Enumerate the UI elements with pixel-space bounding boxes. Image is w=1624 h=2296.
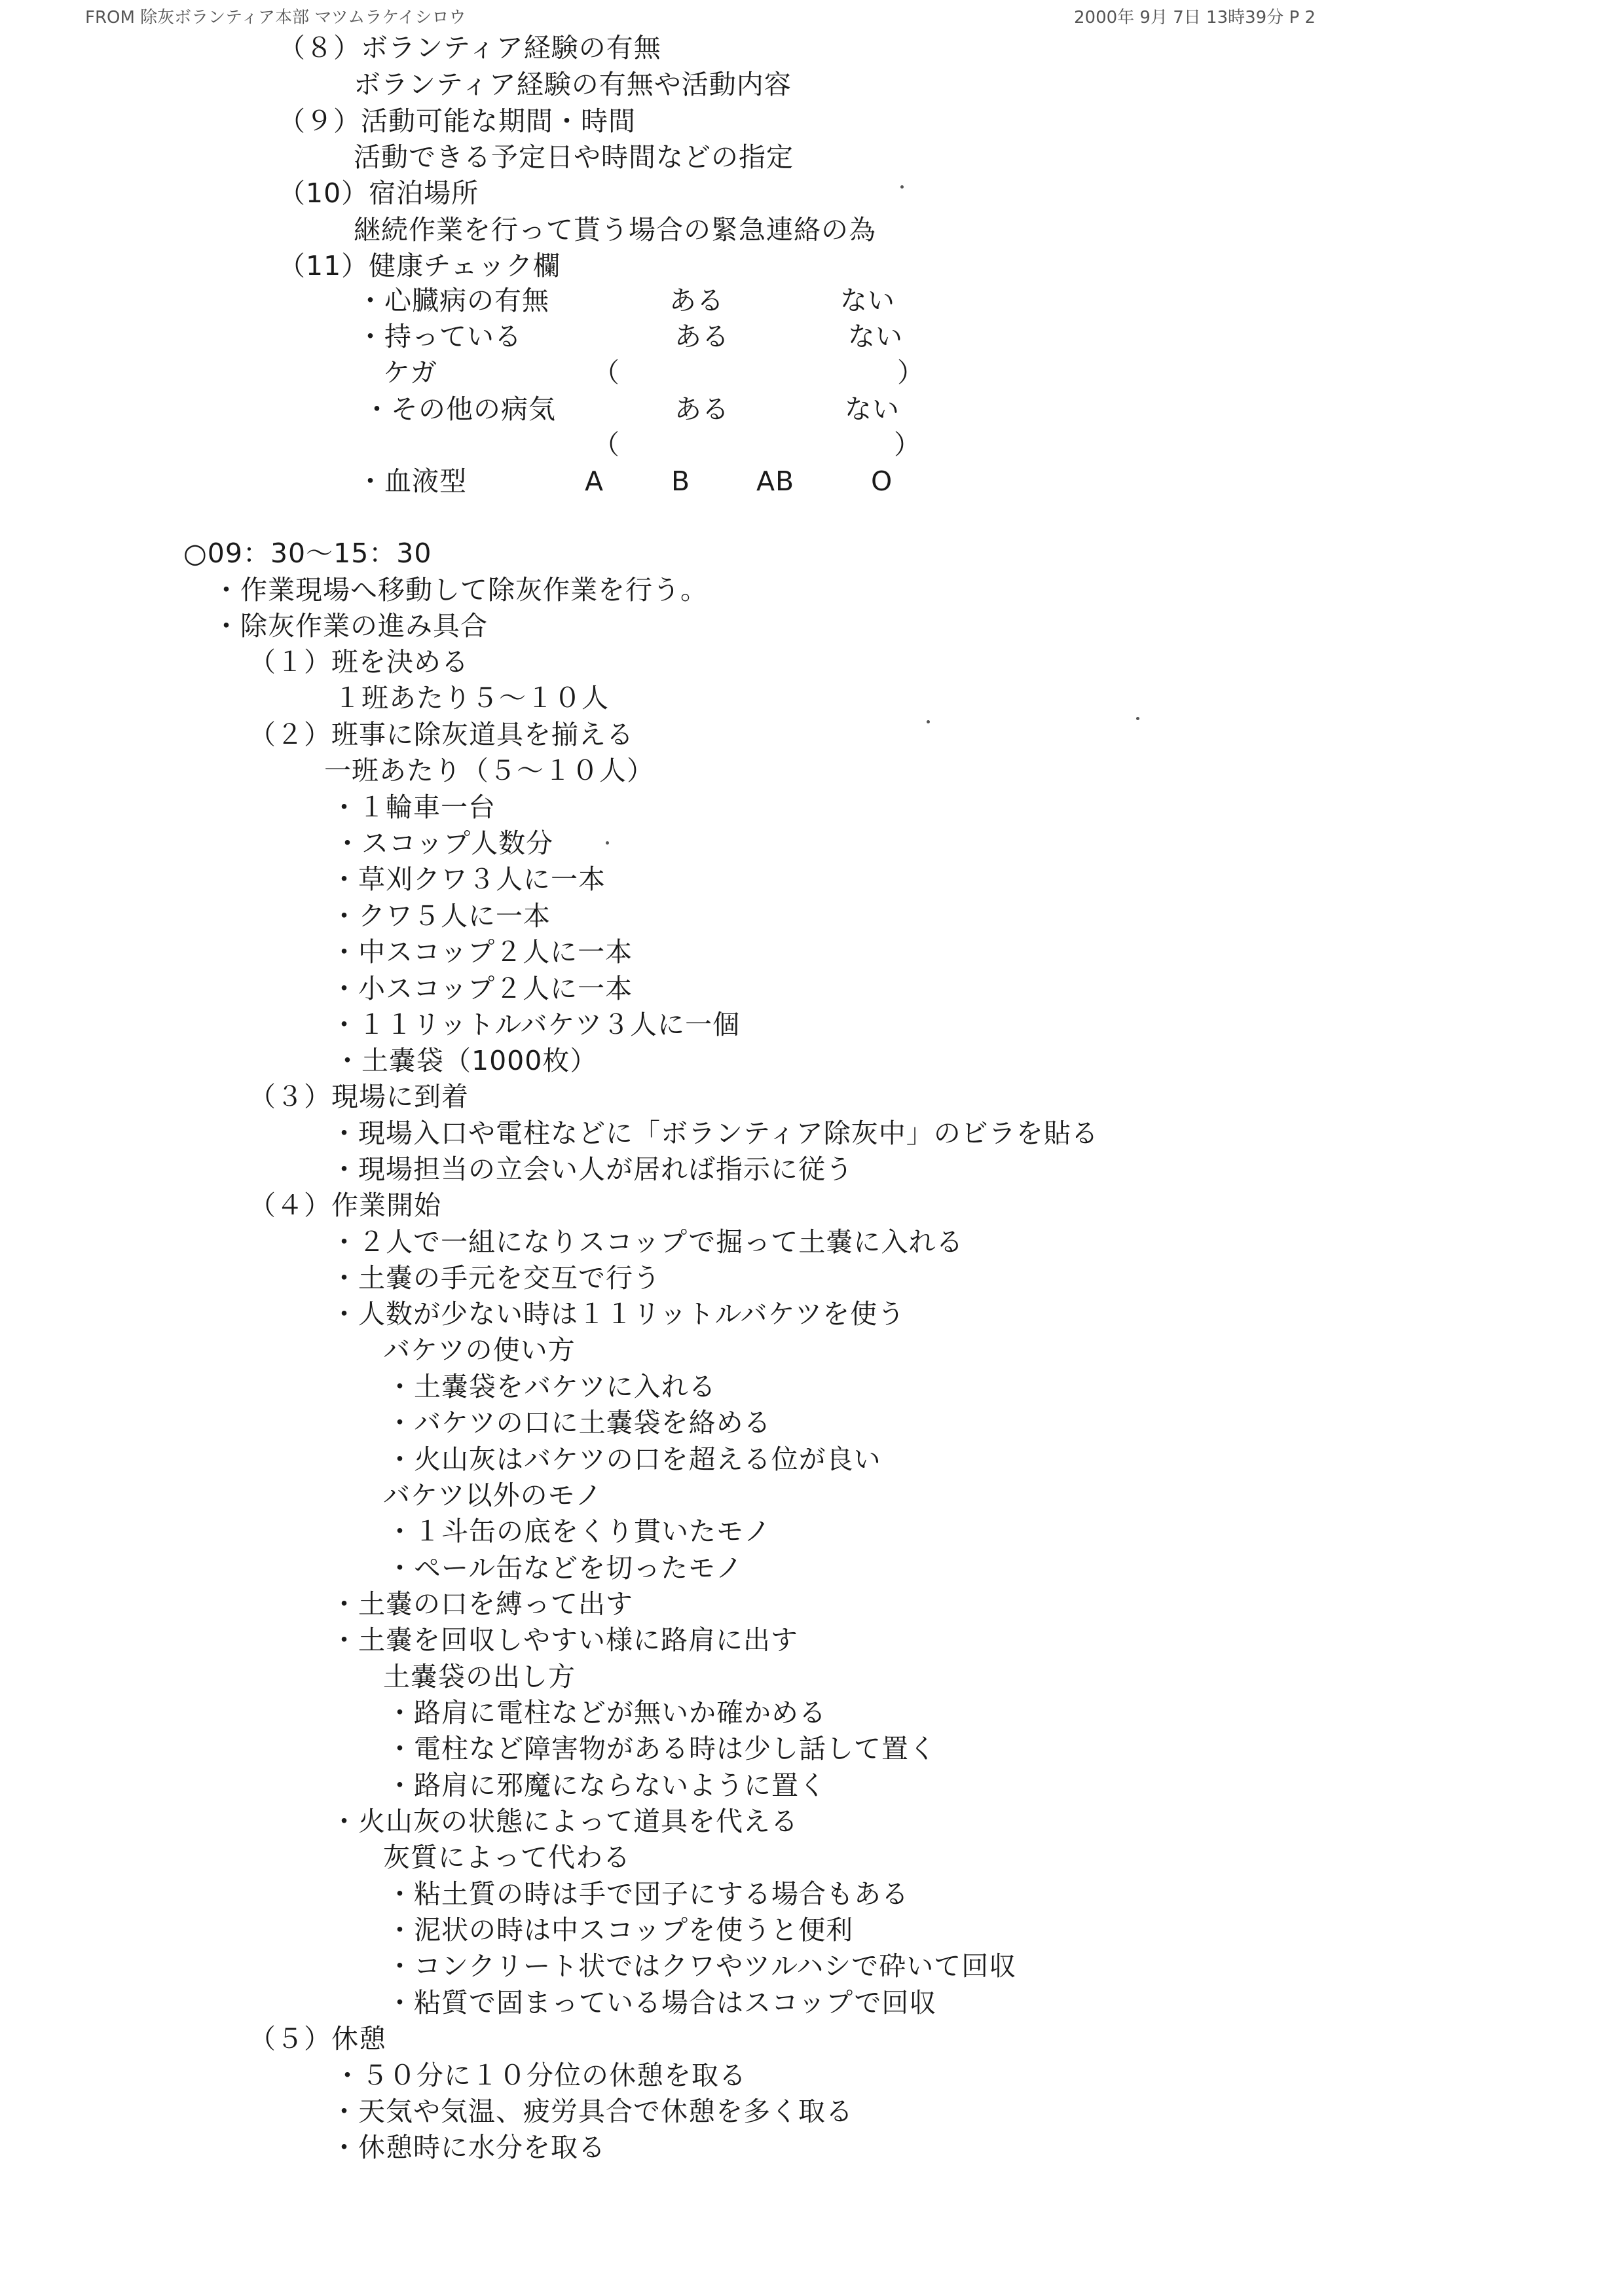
blood-type-label: ・血液型 (357, 465, 467, 497)
item-11-title: （11）健康チェック欄 (278, 250, 561, 282)
scan-speck (927, 720, 930, 723)
fax-sender: FROM 除灰ボランティア本部 マツムラケイシロウ (85, 8, 466, 27)
blood-type-b: B (671, 465, 691, 497)
list-item: ・１輪車一台 (331, 792, 496, 823)
list-item: ・ペール缶などを切ったモノ (386, 1552, 743, 1584)
step-4-heading: （４）作業開始 (249, 1190, 441, 1221)
list-item: ・土嚢の手元を交互で行う (331, 1262, 661, 1294)
list-item: ・コンクリート状ではクワやツルハシで砕いて回収 (386, 1950, 1017, 1982)
list-item: ・土嚢を回収しやすい様に路肩に出す (331, 1624, 798, 1656)
step-2-heading: （２）班事に除灰道具を揃える (249, 719, 634, 750)
list-item: ・人数が少ない時は１１リットルバケツを使う (331, 1298, 906, 1330)
list-item: ・クワ５人に一本 (331, 900, 551, 932)
step-1-heading: （１）班を決める (249, 646, 469, 678)
other-disease-no: ない (845, 393, 900, 425)
list-item: ・バケツの口に土嚢袋を絡める (386, 1407, 771, 1438)
list-item: ・火山灰はバケツの口を超える位が良い (386, 1444, 881, 1475)
list-item: ・粘質で固まっている場合はスコップで回収 (386, 1987, 937, 2018)
scan-speck (606, 841, 609, 845)
heart-disease-yes: ある (669, 285, 724, 316)
list-item: ・１斗缶の底をくり貫いたモノ (386, 1516, 771, 1547)
list-item: ・スコップ人数分 (334, 828, 554, 859)
injury-have-label: ・持っている (357, 321, 522, 352)
blood-type-a: A (585, 465, 604, 497)
other-paren-open: （ (593, 429, 620, 460)
list-item: ・粘土質の時は手で団子にする場合もある (386, 1878, 909, 1910)
sub-heading: バケツ以外のモノ (383, 1480, 603, 1511)
list-item: ・天気や気温、疲労具合で休憩を多く取る (331, 2096, 853, 2127)
list-item: ・路肩に邪魔にならないように置く (386, 1770, 826, 1801)
intro-line-1: ・作業現場へ移動して除灰作業を行う。 (213, 574, 708, 606)
step-5-heading: （５）休憩 (249, 2023, 386, 2054)
injury-paren-close: ） (897, 357, 925, 388)
list-item: ・電柱など障害物がある時は少し話して置く (386, 1733, 936, 1764)
sub-heading: バケツの使い方 (383, 1334, 576, 1366)
injury-paren-open: （ (593, 357, 620, 388)
list-item: ・現場担当の立会い人が居れば指示に従う (331, 1154, 853, 1185)
injury-label: ケガ (383, 357, 438, 388)
scan-speck (900, 185, 904, 189)
injury-yes: ある (674, 321, 729, 352)
list-item: １班あたり５〜１０人 (334, 682, 609, 714)
injury-no: ない (848, 321, 903, 352)
other-disease-yes: ある (674, 393, 729, 425)
fax-header (0, 3, 1624, 29)
time-range: ○09：30〜15：30 (183, 538, 432, 569)
item-8-desc: ボランティア経験の有無や活動内容 (354, 69, 792, 100)
item-9-desc: 活動できる予定日や時間などの指定 (354, 141, 794, 173)
item-10-title: （10）宿泊場所 (278, 177, 479, 209)
heart-disease-no: ない (840, 285, 895, 316)
list-item: ・草刈クワ３人に一本 (331, 864, 606, 895)
list-item: 一班あたり（５〜１０人） (324, 755, 654, 786)
blood-type-o: O (871, 465, 893, 497)
list-item: ・２人で一組になりスコップで掘って土嚢に入れる (331, 1226, 964, 1258)
heart-disease-label: ・心臓病の有無 (357, 285, 549, 316)
blood-type-ab: AB (756, 465, 795, 497)
item-9-title: （９）活動可能な期間・時間 (278, 105, 636, 137)
list-item: ・火山灰の状態によって道具を代える (331, 1806, 798, 1837)
intro-line-2: ・除灰作業の進み具合 (213, 610, 488, 642)
list-item: ・５０分に１０分位の休憩を取る (334, 2060, 747, 2091)
list-item: ・現場入口や電柱などに「ボランティア除灰中」のビラを貼る (331, 1118, 1099, 1149)
other-paren-close: ） (894, 429, 921, 460)
list-item: ・休憩時に水分を取る (331, 2132, 606, 2163)
sub-heading: 土嚢袋の出し方 (383, 1661, 576, 1692)
list-item: ・小スコップ２人に一本 (331, 973, 633, 1004)
list-item: ・土嚢袋（1000枚） (334, 1045, 598, 1076)
list-item: ・土嚢袋をバケツに入れる (386, 1371, 716, 1402)
list-item: ・泥状の時は中スコップを使うと便利 (386, 1914, 854, 1946)
list-item: ・土嚢の口を縛って出す (331, 1588, 633, 1620)
scan-speck (1136, 717, 1139, 720)
other-disease-label: ・その他の病気 (363, 393, 556, 425)
item-10-desc: 継続作業を行って貰う場合の緊急連絡の為 (354, 214, 876, 246)
list-item: ・路肩に電柱などが無いか確かめる (386, 1697, 826, 1728)
item-8-title: （８）ボランティア経験の有無 (278, 32, 661, 64)
step-3-heading: （３）現場に到着 (249, 1081, 469, 1112)
list-item: ・中スコップ２人に一本 (331, 936, 633, 968)
list-item: ・１１リットルバケツ３人に一個 (331, 1009, 741, 1040)
sub-heading: 灰質によって代わる (383, 1842, 631, 1873)
fax-datetime: 2000年 9月 7日 13時39分 P 2 (1074, 8, 1316, 27)
